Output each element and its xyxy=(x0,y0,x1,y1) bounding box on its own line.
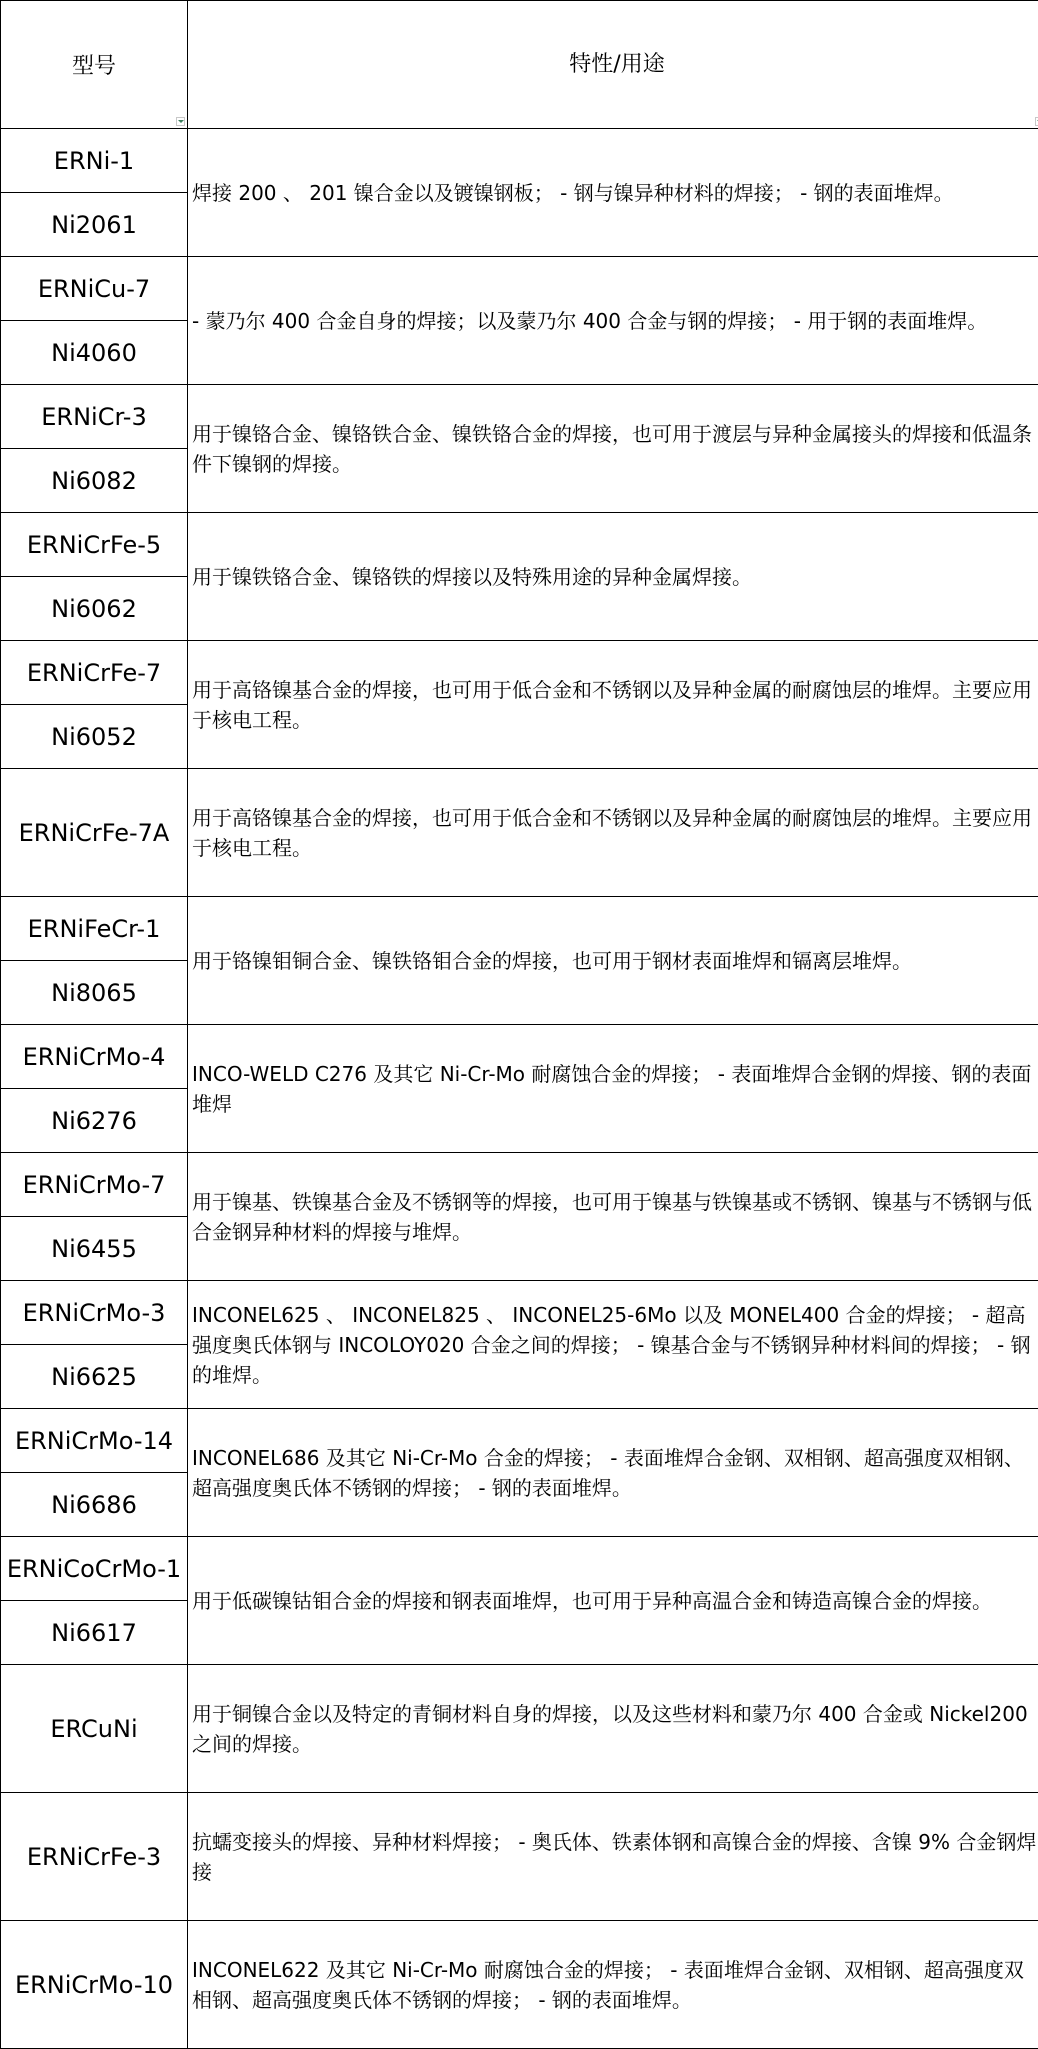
table-row xyxy=(1,1793,1038,1921)
model-cell: ERNiFeCr-1 xyxy=(1,897,188,961)
model-cell: Ni6686 xyxy=(1,1473,188,1537)
model-cell: Ni6617 xyxy=(1,1601,188,1665)
header-model-cell xyxy=(1,1,188,129)
header-property-cell xyxy=(188,1,1038,129)
model-cell: ERNiCrFe-7 xyxy=(1,641,188,705)
model-cell: ERNiCu-7 xyxy=(1,257,188,321)
property-cell: - 蒙乃尔 400 合金自身的焊接；以及蒙乃尔 400 合金与钢的焊接； - 用于钢的表面堆焊。 xyxy=(188,257,1038,385)
model-cell: Ni6455 xyxy=(1,1217,188,1281)
model-cell: ERNiCrFe-7A xyxy=(1,769,188,897)
table-row xyxy=(1,1409,1038,1473)
property-cell: INCONEL625 、 INCONEL825 、 INCONEL25-6Mo 以及 MONEL400 合金的焊接； - 超高强度奥氏体钢与 INCOLOY020 合金之间的焊接； - 镍基合金与不锈钢异种材料间的焊接； - 钢的堆焊。 xyxy=(188,1281,1038,1409)
property-cell: 抗蠕变接头的焊接、异种材料焊接； - 奥氏体、铁素体钢和高镍合金的焊接、含镍 9% 合金钢焊接 xyxy=(188,1793,1038,1921)
property-cell: 用于镍铁铬合金、镍铬铁的焊接以及特殊用途的异种金属焊接。 xyxy=(188,513,1038,641)
table-row xyxy=(1,769,1038,897)
model-cell: Ni6082 xyxy=(1,449,188,513)
table-row xyxy=(1,641,1038,705)
property-cell: 用于镍铬合金、镍铬铁合金、镍铁铬合金的焊接，也可用于渡层与异种金属接头的焊接和低温条件下镍钢的焊接。 xyxy=(188,385,1038,513)
table-row xyxy=(1,513,1038,577)
table-row xyxy=(1,1153,1038,1217)
table-row xyxy=(1,1921,1038,2049)
model-cell: ERNiCoCrMo-1 xyxy=(1,1537,188,1601)
table-row xyxy=(1,1537,1038,1601)
model-cell: ERNiCr-3 xyxy=(1,385,188,449)
model-cell: Ni2061 xyxy=(1,193,188,257)
header-property-label: 特性/用途 xyxy=(569,51,665,77)
property-cell: 用于铜镍合金以及特定的青铜材料自身的焊接，以及这些材料和蒙乃尔 400 合金或 Nickel200 之间的焊接。 xyxy=(188,1665,1038,1793)
property-cell: 用于高铬镍基合金的焊接，也可用于低合金和不锈钢以及异种金属的耐腐蚀层的堆焊。主要应用于核电工程。 xyxy=(188,769,1038,897)
table-row xyxy=(1,897,1038,961)
property-cell: INCO-WELD C276 及其它 Ni-Cr-Mo 耐腐蚀合金的焊接； - 表面堆焊合金钢的焊接、钢的表面堆焊 xyxy=(188,1025,1038,1153)
property-cell: INCONEL686 及其它 Ni-Cr-Mo 合金的焊接； - 表面堆焊合金钢、双相钢、超高强度双相钢、超高强度奥氏体不锈钢的焊接； - 钢的表面堆焊。 xyxy=(188,1409,1038,1537)
table-row xyxy=(1,385,1038,449)
model-cell: ERNiCrMo-10 xyxy=(1,1921,188,2049)
model-cell: ERNiCrFe-5 xyxy=(1,513,188,577)
header-model-label: 型号 xyxy=(71,54,116,79)
model-cell: Ni6625 xyxy=(1,1345,188,1409)
table-row xyxy=(1,257,1038,321)
property-cell: 用于低碳镍钴钼合金的焊接和钢表面堆焊，也可用于异种高温合金和铸造高镍合金的焊接。 xyxy=(188,1537,1038,1665)
model-cell: Ni4060 xyxy=(1,321,188,385)
model-cell: ERNiCrMo-3 xyxy=(1,1281,188,1345)
property-cell: 用于镍基、铁镍基合金及不锈钢等的焊接，也可用于镍基与铁镍基或不锈钢、镍基与不锈钢与低合金钢异种材料的焊接与堆焊。 xyxy=(188,1153,1038,1281)
model-cell: ERNi-1 xyxy=(1,129,188,193)
table-row xyxy=(1,1281,1038,1345)
property-cell: 焊接 200 、 201 镍合金以及镀镍钢板； - 钢与镍异种材料的焊接； - 钢的表面堆焊。 xyxy=(188,129,1038,257)
model-cell: ERNiCrMo-7 xyxy=(1,1153,188,1217)
filter-dropdown-icon[interactable] xyxy=(176,117,185,126)
table-row xyxy=(1,1025,1038,1089)
property-cell: 用于高铬镍基合金的焊接，也可用于低合金和不锈钢以及异种金属的耐腐蚀层的堆焊。主要应用于核电工程。 xyxy=(188,641,1038,769)
model-cell: ERNiCrFe-3 xyxy=(1,1793,188,1921)
model-cell: Ni6052 xyxy=(1,705,188,769)
table-row xyxy=(1,129,1038,193)
model-cell: ERNiCrMo-14 xyxy=(1,1409,188,1473)
property-cell: 用于铬镍钼铜合金、镍铁铬钼合金的焊接，也可用于钢材表面堆焊和镉离层堆焊。 xyxy=(188,897,1038,1025)
header-row xyxy=(1,1,1038,129)
property-cell: INCONEL622 及其它 Ni-Cr-Mo 耐腐蚀合金的焊接； - 表面堆焊合金钢、双相钢、超高强度双相钢、超高强度奥氏体不锈钢的焊接； - 钢的表面堆焊。 xyxy=(188,1921,1038,2049)
table-row xyxy=(1,1665,1038,1793)
model-cell: Ni6062 xyxy=(1,577,188,641)
model-cell: ERCuNi xyxy=(1,1665,188,1793)
model-cell: ERNiCrMo-4 xyxy=(1,1025,188,1089)
model-cell: Ni6276 xyxy=(1,1089,188,1153)
model-cell: Ni8065 xyxy=(1,961,188,1025)
